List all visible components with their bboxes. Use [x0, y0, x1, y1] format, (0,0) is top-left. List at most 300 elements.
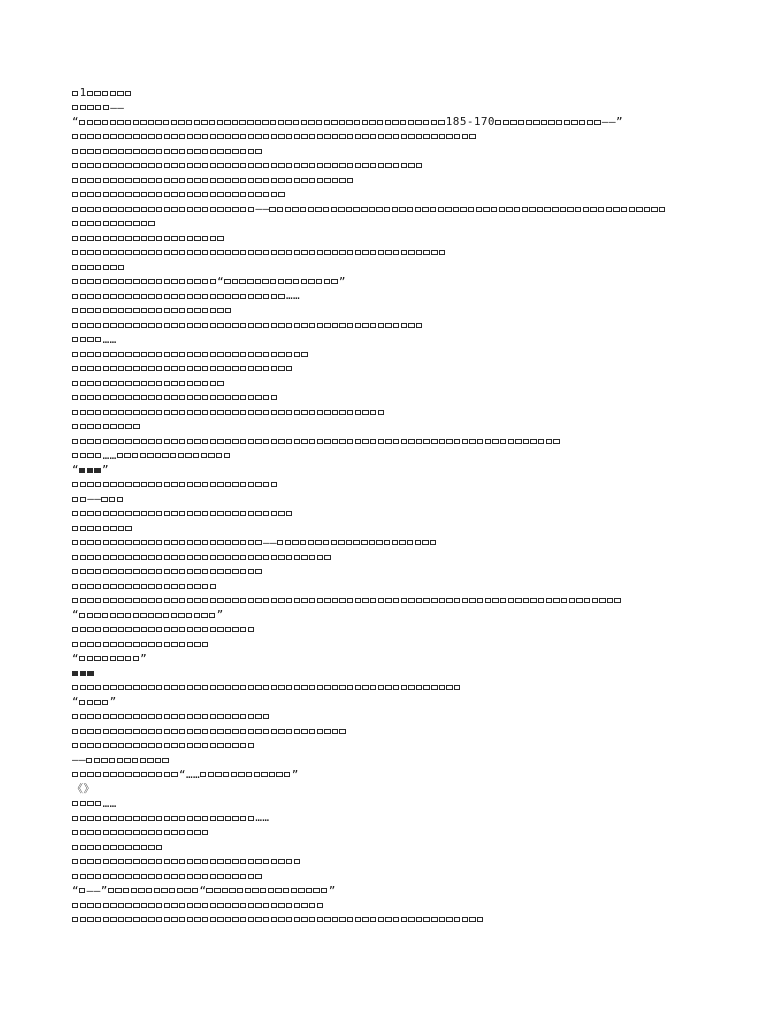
- missing-glyph-box: [248, 482, 254, 487]
- missing-glyph-box: [118, 917, 124, 922]
- missing-glyph-box: [80, 627, 86, 632]
- missing-glyph-box: [164, 555, 170, 560]
- missing-glyph-box: [95, 540, 101, 545]
- missing-glyph-box: [133, 917, 139, 922]
- missing-glyph-box: [393, 163, 399, 168]
- missing-glyph-box: [225, 917, 231, 922]
- missing-glyph-box: [332, 323, 338, 328]
- missing-glyph-box: [192, 888, 198, 893]
- missing-glyph-box: [324, 598, 330, 603]
- missing-glyph-box: [80, 801, 86, 806]
- missing-glyph-box: [210, 743, 216, 748]
- missing-glyph-box: [80, 453, 86, 458]
- missing-glyph-box: [331, 540, 337, 545]
- missing-glyph-box: [248, 163, 254, 168]
- missing-glyph-box: [423, 250, 429, 255]
- missing-glyph-box: [232, 134, 238, 139]
- missing-glyph-box: [95, 192, 101, 197]
- missing-glyph-box: [148, 410, 154, 415]
- missing-glyph-box: [217, 685, 223, 690]
- missing-glyph-box: [156, 352, 162, 357]
- missing-glyph-box: [301, 352, 307, 357]
- missing-glyph-box: [109, 497, 115, 502]
- missing-glyph-box: [94, 120, 100, 125]
- missing-glyph-box: [156, 410, 162, 415]
- missing-glyph-box: [171, 192, 177, 197]
- missing-glyph-box: [529, 207, 535, 212]
- line-text: ——”: [86, 883, 108, 897]
- missing-glyph-box: [263, 439, 269, 444]
- missing-glyph-box: [232, 250, 238, 255]
- missing-glyph-box: [308, 279, 314, 284]
- document-line: [72, 492, 692, 507]
- missing-glyph-box: [118, 816, 124, 821]
- missing-glyph-box: [103, 323, 109, 328]
- missing-glyph-box: [240, 874, 246, 879]
- missing-glyph-box: [255, 352, 261, 357]
- missing-glyph-box: [95, 642, 101, 647]
- missing-glyph-box: [115, 888, 121, 893]
- missing-glyph-box: [202, 511, 208, 516]
- missing-glyph-box: [164, 584, 170, 589]
- missing-glyph-box: [164, 192, 170, 197]
- missing-glyph-box: [187, 903, 193, 908]
- missing-glyph-box: [95, 845, 101, 850]
- missing-glyph-box: [132, 758, 138, 763]
- missing-glyph-box: [118, 207, 124, 212]
- missing-glyph-box: [508, 598, 514, 603]
- missing-glyph-box: [194, 236, 200, 241]
- missing-glyph-box: [125, 903, 131, 908]
- missing-glyph-box: [72, 308, 78, 313]
- document-line: [72, 724, 692, 739]
- missing-glyph-box: [87, 540, 93, 545]
- missing-glyph-box: [103, 569, 109, 574]
- missing-glyph-box: [255, 903, 261, 908]
- missing-glyph-box: [393, 917, 399, 922]
- missing-glyph-box: [179, 642, 185, 647]
- missing-glyph-box: [179, 366, 185, 371]
- missing-glyph-box: [255, 598, 261, 603]
- missing-glyph-box: [102, 120, 108, 125]
- missing-glyph-box: [309, 439, 315, 444]
- missing-glyph-box: [324, 917, 330, 922]
- missing-glyph-box: [95, 279, 101, 284]
- missing-glyph-box: [80, 366, 86, 371]
- missing-glyph-box: [103, 859, 109, 864]
- missing-glyph-box: [347, 598, 353, 603]
- missing-glyph-box: [240, 149, 246, 154]
- line-text: “……: [178, 767, 201, 781]
- missing-glyph-box: [194, 163, 200, 168]
- missing-glyph-box: [194, 743, 200, 748]
- missing-glyph-box: [110, 845, 116, 850]
- missing-glyph-box: [156, 395, 162, 400]
- missing-glyph-box: [133, 352, 139, 357]
- line-text: “: [72, 651, 80, 665]
- missing-glyph-box: [80, 540, 86, 545]
- missing-glyph-box: [278, 134, 284, 139]
- missing-glyph-box: [118, 772, 124, 777]
- missing-glyph-box: [146, 888, 152, 893]
- missing-glyph-box: [179, 714, 185, 719]
- missing-glyph-box: [164, 859, 170, 864]
- missing-glyph-box: [210, 149, 216, 154]
- missing-glyph-box: [125, 743, 131, 748]
- missing-glyph-box: [202, 685, 208, 690]
- missing-glyph-box: [210, 178, 216, 183]
- missing-glyph-box: [141, 555, 147, 560]
- missing-glyph-box: [72, 381, 78, 386]
- missing-glyph-box: [131, 888, 137, 893]
- missing-glyph-box: [301, 323, 307, 328]
- missing-glyph-box: [72, 685, 78, 690]
- missing-glyph-box: [355, 439, 361, 444]
- missing-glyph-box: [301, 163, 307, 168]
- missing-glyph-box: [232, 540, 238, 545]
- document-line: [72, 739, 692, 754]
- missing-glyph-box: [117, 91, 123, 96]
- missing-glyph-box: [292, 540, 298, 545]
- missing-glyph-box: [240, 859, 246, 864]
- missing-glyph-box: [278, 555, 284, 560]
- missing-glyph-box: [278, 120, 284, 125]
- missing-glyph-box: [362, 685, 368, 690]
- missing-glyph-box: [255, 685, 261, 690]
- missing-glyph-box: [171, 178, 177, 183]
- missing-glyph-box: [293, 120, 299, 125]
- missing-glyph-box: [315, 540, 321, 545]
- missing-glyph-box: [294, 903, 300, 908]
- missing-glyph-box: [87, 526, 93, 531]
- missing-glyph-box: [284, 772, 290, 777]
- missing-glyph-box: [240, 323, 246, 328]
- missing-glyph-box: [133, 555, 139, 560]
- missing-glyph-box: [179, 729, 185, 734]
- missing-glyph-box: [148, 511, 154, 516]
- missing-glyph-box: [87, 511, 93, 516]
- missing-glyph-box: [301, 178, 307, 183]
- missing-glyph-box: [125, 207, 131, 212]
- missing-glyph-box: [95, 859, 101, 864]
- missing-glyph-box: [339, 410, 345, 415]
- missing-glyph-box: [271, 366, 277, 371]
- missing-glyph-box: [232, 439, 238, 444]
- missing-glyph-box: [80, 323, 86, 328]
- missing-glyph-box: [110, 192, 116, 197]
- missing-glyph-box: [300, 207, 306, 212]
- missing-glyph-box: [164, 714, 170, 719]
- missing-glyph-box: [103, 903, 109, 908]
- missing-glyph-box: [141, 250, 147, 255]
- missing-glyph-box: [133, 236, 139, 241]
- missing-glyph-box: [324, 729, 330, 734]
- missing-glyph-box: [72, 105, 78, 110]
- missing-glyph-box: [439, 439, 445, 444]
- missing-glyph-box: [263, 395, 269, 400]
- missing-glyph-box: [118, 250, 124, 255]
- missing-glyph-box: [110, 816, 116, 821]
- missing-glyph-box: [110, 294, 116, 299]
- missing-glyph-box: [103, 816, 109, 821]
- missing-glyph-box: [148, 598, 154, 603]
- missing-glyph-box: [332, 134, 338, 139]
- missing-glyph-box: [225, 163, 231, 168]
- missing-glyph-box: [95, 685, 101, 690]
- missing-glyph-box: [210, 584, 216, 589]
- document-line: [72, 289, 692, 304]
- missing-glyph-box: [431, 598, 437, 603]
- missing-glyph-box: [103, 221, 109, 226]
- missing-glyph-box: [347, 323, 353, 328]
- missing-glyph-box: [156, 743, 162, 748]
- missing-glyph-box: [125, 221, 131, 226]
- missing-glyph-box: [179, 236, 185, 241]
- missing-glyph-box: [255, 540, 261, 545]
- missing-glyph-box: [518, 120, 524, 125]
- missing-glyph-box: [217, 917, 223, 922]
- missing-glyph-box: [164, 772, 170, 777]
- missing-glyph-box: [263, 294, 269, 299]
- missing-glyph-box: [271, 192, 277, 197]
- missing-glyph-box: [324, 250, 330, 255]
- missing-glyph-box: [240, 714, 246, 719]
- line-text: “: [72, 463, 80, 476]
- missing-glyph-box: [492, 439, 498, 444]
- missing-glyph-box: [133, 207, 139, 212]
- missing-glyph-box: [118, 439, 124, 444]
- missing-glyph-box: [110, 352, 116, 357]
- missing-glyph-box: [232, 366, 238, 371]
- missing-glyph-box: [133, 410, 139, 415]
- missing-glyph-box: [103, 743, 109, 748]
- missing-glyph-box: [164, 395, 170, 400]
- missing-glyph-box: [278, 250, 284, 255]
- missing-glyph-box: [87, 714, 93, 719]
- missing-glyph-box: [194, 729, 200, 734]
- missing-glyph-box: [202, 859, 208, 864]
- missing-glyph-box: [277, 207, 283, 212]
- missing-glyph-box: [170, 453, 176, 458]
- missing-glyph-box: [187, 308, 193, 313]
- document-line: [72, 347, 692, 362]
- missing-glyph-box: [530, 439, 536, 444]
- missing-glyph-box: [594, 120, 600, 125]
- missing-glyph-box: [232, 323, 238, 328]
- missing-glyph-box: [278, 903, 284, 908]
- missing-glyph-box: [156, 540, 162, 545]
- missing-glyph-box: [210, 395, 216, 400]
- missing-glyph-box: [125, 685, 131, 690]
- missing-glyph-box: [407, 540, 413, 545]
- missing-glyph-box: [462, 439, 468, 444]
- missing-glyph-box: [248, 729, 254, 734]
- missing-glyph-box: [485, 598, 491, 603]
- missing-glyph-box: [103, 105, 109, 110]
- missing-glyph-box: [278, 917, 284, 922]
- missing-glyph-box: [255, 323, 261, 328]
- missing-glyph-box: [217, 439, 223, 444]
- line-text: ……: [102, 332, 117, 346]
- missing-glyph-box: [210, 279, 216, 284]
- missing-glyph-box: [171, 323, 177, 328]
- missing-glyph-box: [308, 120, 314, 125]
- missing-glyph-box: [179, 584, 185, 589]
- missing-glyph-box: [187, 178, 193, 183]
- missing-glyph-box: [194, 613, 200, 618]
- missing-glyph-box: [80, 482, 86, 487]
- missing-glyph-box: [294, 410, 300, 415]
- missing-glyph-box: [118, 308, 124, 313]
- missing-glyph-box: [301, 555, 307, 560]
- missing-glyph-box: [248, 192, 254, 197]
- missing-glyph-box: [72, 526, 78, 531]
- missing-glyph-box: [225, 598, 231, 603]
- missing-glyph-box: [232, 903, 238, 908]
- line-text: ”: [216, 608, 224, 621]
- missing-glyph-box: [179, 323, 185, 328]
- missing-glyph-box: [110, 207, 116, 212]
- missing-glyph-box: [194, 584, 200, 589]
- missing-glyph-box: [95, 511, 101, 516]
- missing-glyph-box: [323, 540, 329, 545]
- missing-glyph-box: [171, 743, 177, 748]
- missing-glyph-box: [353, 540, 359, 545]
- missing-glyph-box: [255, 178, 261, 183]
- missing-glyph-box: [317, 410, 323, 415]
- missing-glyph-box: [110, 555, 116, 560]
- line-text: 1: [79, 86, 87, 99]
- missing-glyph-box: [232, 598, 238, 603]
- missing-glyph-box: [179, 410, 185, 415]
- missing-glyph-box: [87, 859, 93, 864]
- missing-glyph-box: [232, 178, 238, 183]
- missing-glyph-box: [248, 859, 254, 864]
- missing-glyph-box: [225, 685, 231, 690]
- missing-glyph-box: [95, 917, 101, 922]
- missing-glyph-box: [263, 134, 269, 139]
- missing-glyph-box: [248, 134, 254, 139]
- missing-glyph-box: [579, 120, 585, 125]
- missing-glyph-box: [95, 772, 101, 777]
- missing-glyph-box: [477, 598, 483, 603]
- missing-glyph-box: [80, 279, 86, 284]
- missing-glyph-box: [72, 816, 78, 821]
- missing-glyph-box: [156, 830, 162, 835]
- missing-glyph-box: [294, 729, 300, 734]
- missing-glyph-box: [125, 526, 131, 531]
- missing-glyph-box: [225, 178, 231, 183]
- missing-glyph-box: [194, 149, 200, 154]
- missing-glyph-box: [171, 830, 177, 835]
- missing-glyph-box: [286, 859, 292, 864]
- document-line: [72, 260, 692, 275]
- document-line: [72, 695, 692, 710]
- missing-glyph-box: [202, 352, 208, 357]
- missing-glyph-box: [95, 816, 101, 821]
- missing-glyph-box: [110, 917, 116, 922]
- missing-glyph-box: [564, 120, 570, 125]
- missing-glyph-box: [124, 453, 130, 458]
- missing-glyph-box: [347, 134, 353, 139]
- missing-glyph-box: [95, 250, 101, 255]
- missing-glyph-box: [156, 178, 162, 183]
- missing-glyph-box: [179, 859, 185, 864]
- document-line: [72, 811, 692, 826]
- missing-glyph-box: [171, 729, 177, 734]
- missing-glyph-box: [187, 294, 193, 299]
- missing-glyph-box: [332, 410, 338, 415]
- line-text: ——: [263, 535, 278, 549]
- missing-glyph-box: [271, 410, 277, 415]
- missing-glyph-box: [141, 395, 147, 400]
- missing-glyph-box: [248, 569, 254, 574]
- missing-glyph-box: [103, 714, 109, 719]
- missing-glyph-box: [118, 178, 124, 183]
- missing-glyph-box: [202, 584, 208, 589]
- missing-glyph-box: [278, 192, 284, 197]
- missing-glyph-box: [201, 453, 207, 458]
- missing-glyph-box: [80, 497, 86, 502]
- document-line: [72, 463, 692, 478]
- missing-glyph-box: [72, 482, 78, 487]
- missing-glyph-box: [225, 714, 231, 719]
- missing-glyph-box: [423, 439, 429, 444]
- missing-glyph-box: [332, 439, 338, 444]
- line-text: “: [72, 883, 80, 897]
- missing-glyph-box: [261, 772, 267, 777]
- missing-glyph-box: [510, 120, 516, 125]
- missing-glyph-box: [306, 888, 312, 893]
- missing-glyph-box: [141, 830, 147, 835]
- missing-glyph-box: [232, 685, 238, 690]
- missing-glyph-box: [179, 308, 185, 313]
- missing-glyph-box: [141, 134, 147, 139]
- missing-glyph-box: [87, 830, 93, 835]
- missing-glyph-box: [125, 91, 131, 96]
- missing-glyph-box: [370, 163, 376, 168]
- missing-glyph-box: [401, 134, 407, 139]
- missing-glyph-box: [147, 758, 153, 763]
- missing-glyph-box: [286, 178, 292, 183]
- missing-glyph-box: [215, 772, 221, 777]
- document-line: [72, 753, 692, 768]
- missing-glyph-box: [80, 743, 86, 748]
- missing-glyph-box: [179, 598, 185, 603]
- missing-glyph-box: [309, 598, 315, 603]
- missing-glyph-box: [148, 250, 154, 255]
- missing-glyph-box: [103, 410, 109, 415]
- missing-glyph-box: [248, 917, 254, 922]
- missing-glyph-box: [408, 598, 414, 603]
- missing-glyph-box: [87, 352, 93, 357]
- missing-glyph-box: [187, 236, 193, 241]
- missing-glyph-box: [156, 569, 162, 574]
- missing-glyph-box: [408, 134, 414, 139]
- missing-glyph-box: [225, 859, 231, 864]
- missing-glyph-box: [110, 598, 116, 603]
- missing-glyph-box: [285, 540, 291, 545]
- missing-glyph-box: [125, 874, 131, 879]
- missing-glyph-box: [133, 903, 139, 908]
- missing-glyph-box: [210, 323, 216, 328]
- missing-glyph-box: [454, 439, 460, 444]
- missing-glyph-box: [548, 120, 554, 125]
- missing-glyph-box: [133, 250, 139, 255]
- missing-glyph-box: [202, 874, 208, 879]
- missing-glyph-box: [156, 163, 162, 168]
- missing-glyph-box: [87, 613, 93, 618]
